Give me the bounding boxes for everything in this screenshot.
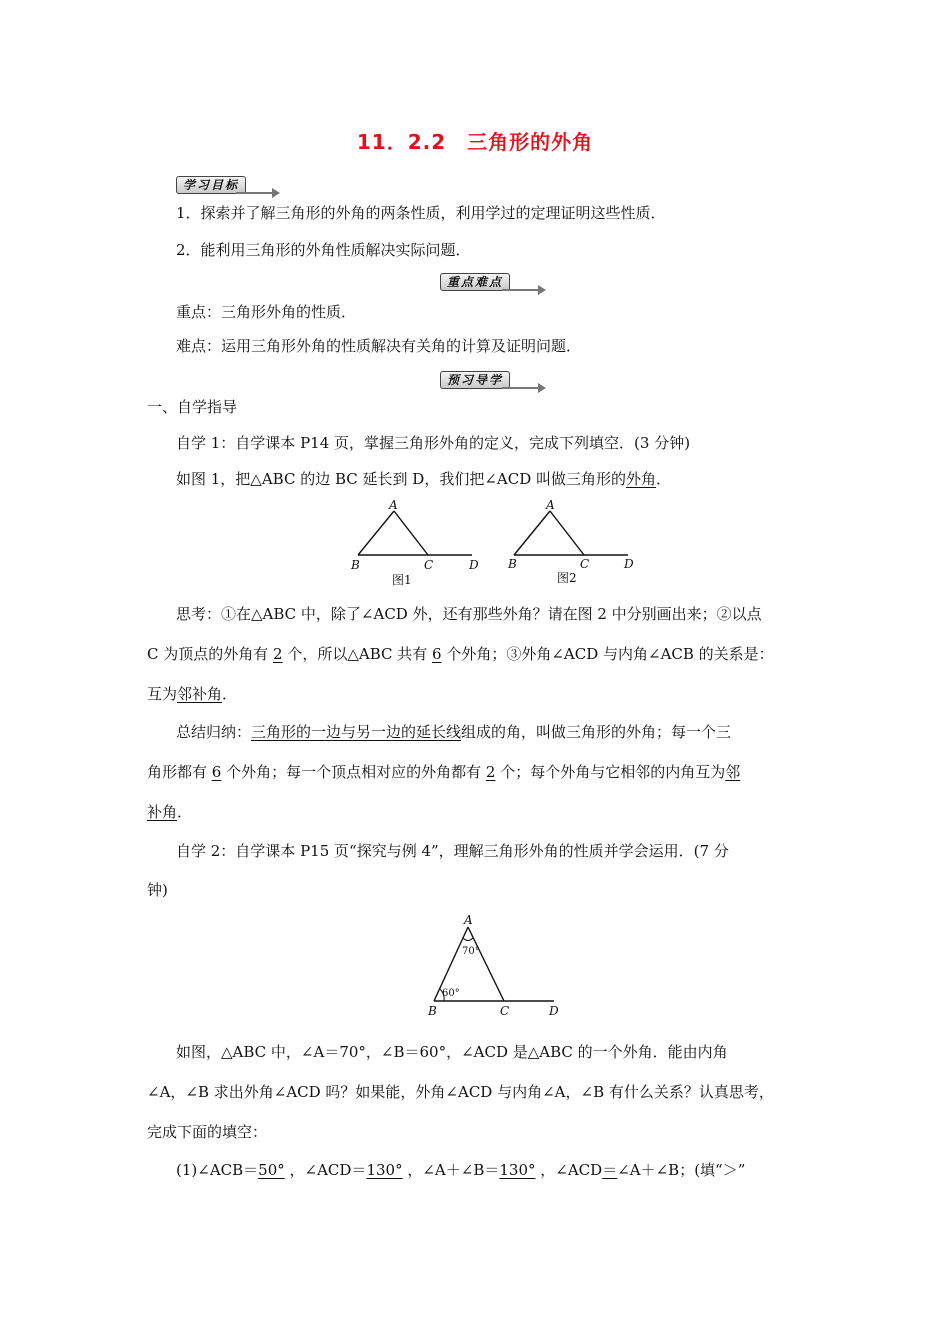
fill-line-1: (1)∠ACB＝50° ，∠ACD＝130° ，∠A＋∠B＝130° ，∠ACD＝∠A＋∠B；(填“＞”	[176, 1161, 746, 1179]
answer-blank: 6	[432, 645, 442, 663]
fig3-label-d: D	[549, 1004, 559, 1018]
objectives-banner-label: 学习目标	[176, 176, 246, 194]
key-points-banner	[440, 273, 546, 295]
summary-line-2: 角形都有 6 个外角；每一个顶点相对应的外角都有 2 个；每个外角与它相邻的内角互为邻	[147, 763, 741, 781]
key-difficult: 难点：运用三角形外角的性质解决有关角的计算及证明问题．	[176, 337, 582, 355]
summary-line-1: 总结归纳：三角形的一边与另一边的延长线组成的角，叫做三角形的外角；每一个三	[176, 723, 732, 741]
fig3-label-a: A	[464, 913, 473, 927]
fig3-label-c: C	[500, 1004, 510, 1018]
key-points-banner-label: 重点难点	[440, 273, 510, 291]
answer-blank: 50°	[258, 1161, 285, 1179]
self-study-2-line-1: 自学 2：自学课本 P15 页“探究与例 4”，理解三角形外角的性质并学会运用．(7 分	[176, 842, 729, 860]
objective-2: 2．能利用三角形的外角性质解决实际问题．	[176, 241, 471, 259]
example-line-3: 完成下面的填空：	[147, 1123, 268, 1141]
fig2-label-b: B	[508, 557, 517, 571]
answer-blank: 外角	[626, 470, 657, 488]
arrow-icon	[538, 285, 546, 295]
fig3-angle-a: 70°	[462, 946, 480, 957]
triangle-figures-1-2	[340, 496, 650, 588]
objectives-banner	[176, 176, 280, 198]
fig2-label-a: A	[546, 498, 555, 512]
fig1-caption: 图1	[392, 573, 412, 587]
arrow-icon	[538, 383, 546, 393]
answer-blank: 2	[273, 645, 283, 663]
self-study-1: 自学 1：自学课本 P14 页，掌握三角形外角的定义，完成下列填空．(3 分钟)	[176, 434, 691, 452]
fig1-label-c: C	[424, 558, 434, 572]
answer-blank: 邻	[725, 763, 741, 781]
section-heading: 一、自学指导	[147, 398, 238, 416]
answer-blank: 补角	[147, 803, 178, 821]
fig1-label-d: D	[469, 558, 479, 572]
answer-blank: ＝	[602, 1161, 618, 1179]
fig2-caption: 图2	[557, 571, 577, 585]
fig1-label-a: A	[389, 498, 398, 512]
answer-blank: 三角形的一边与另一边的延长线	[251, 723, 462, 741]
fig2-label-c: C	[580, 557, 590, 571]
fig3-angle-b: 60°	[442, 988, 460, 999]
fig3-label-b: B	[428, 1004, 437, 1018]
example-line-1: 如图，△ABC 中，∠A＝70°，∠B＝60°，∠ACD 是△ABC 的一个外角．能由内角	[176, 1043, 728, 1061]
objective-1: 1．探索并了解三角形的外角的两条性质，利用学过的定理证明这些性质．	[176, 204, 666, 222]
preview-banner	[440, 371, 546, 393]
triangle-figure-3	[420, 912, 570, 1020]
answer-blank: 130°	[499, 1161, 536, 1179]
page-title: 11．2.2 三角形的外角	[356, 130, 594, 154]
answer-blank: 邻补角	[177, 685, 223, 703]
think-line-1: 思考：①在△ABC 中，除了∠ACD 外，还有那些外角？请在图 2 中分别画出来；②以点	[176, 605, 762, 623]
fig2-label-d: D	[624, 557, 634, 571]
summary-line-3: 补角．	[147, 803, 193, 821]
answer-blank: 2	[485, 763, 496, 781]
fig1-label-b: B	[351, 558, 360, 572]
key-important: 重点：三角形外角的性质．	[176, 303, 357, 321]
self-study-2-line-2: 钟)	[147, 881, 168, 899]
answer-blank: 130°	[366, 1161, 403, 1179]
arrow-icon	[272, 188, 280, 198]
preview-banner-label: 预习导学	[440, 371, 510, 389]
answer-blank: 6	[211, 763, 222, 781]
think-line-3: 互为邻补角．	[147, 685, 238, 703]
figure1-text: 如图 1，把△ABC 的边 BC 延长到 D，我们把∠ACD 叫做三角形的外角．	[176, 470, 672, 488]
example-line-2: ∠A，∠B 求出外角∠ACD 吗？如果能，外角∠ACD 与内角∠A，∠B 有什么关系？认真思考，	[147, 1083, 774, 1101]
think-line-2: C 为顶点的外角有 2 个，所以△ABC 共有 6 个外角；③外角∠ACD 与内角∠ACB 的关系是：	[147, 645, 774, 663]
